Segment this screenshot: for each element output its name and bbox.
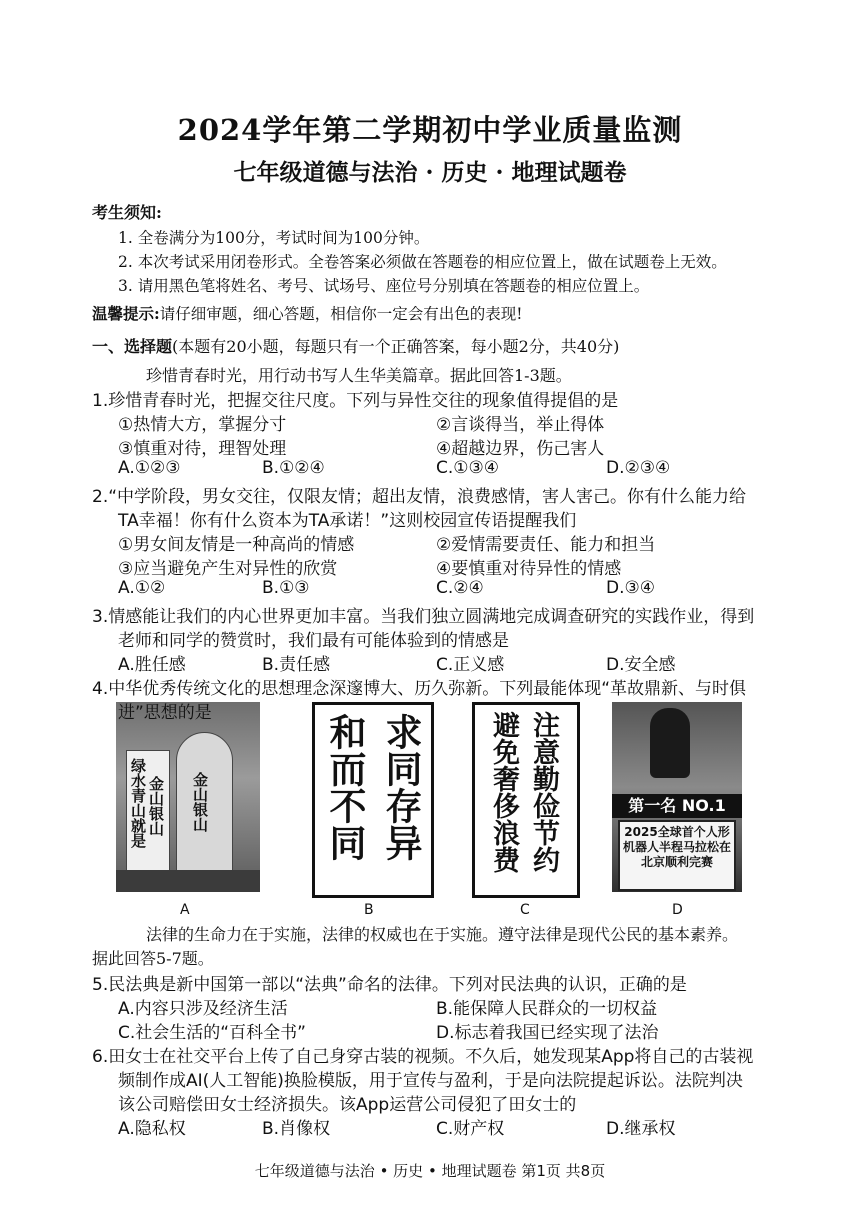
exam-title: 2024学年第二学期初中学业质量监测 xyxy=(177,113,683,147)
tip-line xyxy=(92,302,522,324)
image-label: C xyxy=(520,902,530,918)
q6-answer-c: C.财产权 xyxy=(436,1119,505,1139)
section-heading xyxy=(92,334,619,357)
q1-answer-b: B.①②④ xyxy=(262,458,325,478)
notice-item: 3. 请用黑色笔将姓名、考号、试场号、座位号分别填在答题卷的相应位置上。 xyxy=(118,277,650,295)
q1-choice: ①热情大方，掌握分寸 xyxy=(118,415,287,435)
q2-stem: 2.“中学阶段，男女交往，仅限友情；超出友情，浪费感情，害人害己。你有什么能力给 xyxy=(92,487,747,507)
q1-answer-c: C.①③④ xyxy=(436,458,499,478)
q5-answer-c: C.社会生活的“百科全书” xyxy=(118,1023,306,1043)
q2-answer-a: A.①② xyxy=(118,578,166,598)
image-d-robot-marathon xyxy=(612,702,742,892)
q3-stem-cont: 老师和同学的赞赏时，我们最有可能体验到的情感是 xyxy=(118,631,509,651)
slogan-col: 注意勤俭节约 xyxy=(528,711,559,873)
inscription-text: 绿水青山就是 xyxy=(129,758,147,848)
q2-choice: ④要慎重对待异性的情感 xyxy=(436,559,622,579)
q1-stem: 1.珍惜青春时光，把握交往尺度。下列与异性交往的现象值得提倡的是 xyxy=(92,391,619,411)
q2-stem-cont: TA幸福！你有什么资本为TA承诺！”这则校园宣传语提醒我们 xyxy=(118,511,577,531)
q2-answer-d: D.③④ xyxy=(606,578,655,598)
q4-stem-cont: 进”思想的是 xyxy=(118,703,212,723)
q1-choice: ④超越边界，伤己害人 xyxy=(436,439,605,459)
law-intro-cont: 据此回答5-7题。 xyxy=(92,949,214,968)
q6-stem-cont: 该公司赔偿田女士经济损失。该App运营公司侵犯了田女士的 xyxy=(118,1095,577,1115)
rank-banner: 第一名 NO.1 xyxy=(612,794,742,818)
q6-answer-b: B.肖像权 xyxy=(262,1119,331,1139)
section-desc: (本题有20小题，每题只有一个正确答案，每小题2分，共40分) xyxy=(172,337,620,356)
q3-answer-d: D.安全感 xyxy=(606,655,676,675)
section-label: 一、选择题 xyxy=(92,337,173,356)
q6-stem-cont: 频制作成AI(人工智能)换脸模版，用于宣传与盈利，于是向法院提起诉讼。法院判决 xyxy=(118,1071,743,1091)
section-intro: 珍惜青春时光，用行动书写人生华美篇章。据此回答1-3题。 xyxy=(146,366,572,385)
page-footer: 七年级道德与法治 • 历史 • 地理试题卷 第1页 共8页 xyxy=(254,1162,606,1180)
law-intro: 法律的生命力在于实施，法律的权威也在于实施。遵守法律是现代公民的基本素养。 xyxy=(146,925,739,944)
slogan-col: 避免奢侈浪费 xyxy=(488,711,519,873)
q3-answer-b: B.责任感 xyxy=(262,655,331,675)
q5-answer-d: D.标志着我国已经实现了法治 xyxy=(436,1023,659,1043)
notice-item: 1. 全卷满分为100分，考试时间为100分钟。 xyxy=(118,229,430,247)
image-a-stone-inscription xyxy=(116,702,260,892)
exam-subtitle: 七年级道德与法治 · 历史 · 地理试题卷 xyxy=(233,159,627,186)
q2-answer-b: B.①③ xyxy=(262,578,310,598)
q2-choice: ①男女间友情是一种高尚的情感 xyxy=(118,535,355,555)
ground xyxy=(116,870,260,892)
q1-answer-a: A.①②③ xyxy=(118,458,181,478)
robot-figure xyxy=(650,708,690,778)
notice-heading: 考生须知: xyxy=(92,203,162,222)
q3-answer-c: C.正义感 xyxy=(436,655,505,675)
image-label: D xyxy=(672,902,683,918)
inscription-text: 金山银山 xyxy=(147,776,165,836)
calligraphy-col: 和而不同 xyxy=(323,713,367,861)
q3-answer-a: A.胜任感 xyxy=(118,655,186,675)
q5-answer-a: A.内容只涉及经济生活 xyxy=(118,999,288,1019)
q6-answer-d: D.继承权 xyxy=(606,1119,676,1139)
q3-stem: 3.情感能让我们的内心世界更加丰富。当我们独立圆满地完成调查研究的实践作业，得到 xyxy=(92,607,755,627)
notice-item: 2. 本次考试采用闭卷形式。全卷答案必须做在答题卷的相应位置上，做在试题卷上无效。 xyxy=(118,253,727,271)
tip-label: 温馨提示: xyxy=(92,304,160,323)
q2-choice: ②爱情需要责任、能力和担当 xyxy=(436,535,656,555)
q4-stem: 4.中华优秀传统文化的思想理念深邃博大、历久弥新。下列最能体现“革故鼎新、与时俱 xyxy=(92,679,747,699)
image-label: B xyxy=(364,902,374,918)
q5-answer-b: B.能保障人民群众的一切权益 xyxy=(436,999,658,1019)
q1-choice: ②言谈得当，举止得体 xyxy=(436,415,605,435)
q1-answer-d: D.②③④ xyxy=(606,458,671,478)
image-label: A xyxy=(180,902,190,918)
q5-stem: 5.民法典是新中国第一部以“法典”命名的法律。下列对民法典的认识，正确的是 xyxy=(92,975,687,995)
q1-choice: ③慎重对待，理智处理 xyxy=(118,439,287,459)
q6-answer-a: A.隐私权 xyxy=(118,1119,186,1139)
q2-answer-c: C.②④ xyxy=(436,578,484,598)
caption-card: 2025全球首个人形机器人半程马拉松在北京顺利完赛 xyxy=(618,820,736,891)
inscription-text: 金山银山 xyxy=(191,772,209,832)
image-b-calligraphy xyxy=(312,702,434,898)
q6-stem: 6.田女士在社交平台上传了自己身穿古装的视频。不久后，她发现某App将自己的古装视 xyxy=(92,1047,754,1067)
q2-choice: ③应当避免产生对异性的欣赏 xyxy=(118,559,338,579)
tip-text: 请仔细审题，细心答题，相信你一定会有出色的表现! xyxy=(159,305,523,323)
image-c-slogan xyxy=(472,702,580,898)
calligraphy-col: 求同存异 xyxy=(379,713,423,861)
